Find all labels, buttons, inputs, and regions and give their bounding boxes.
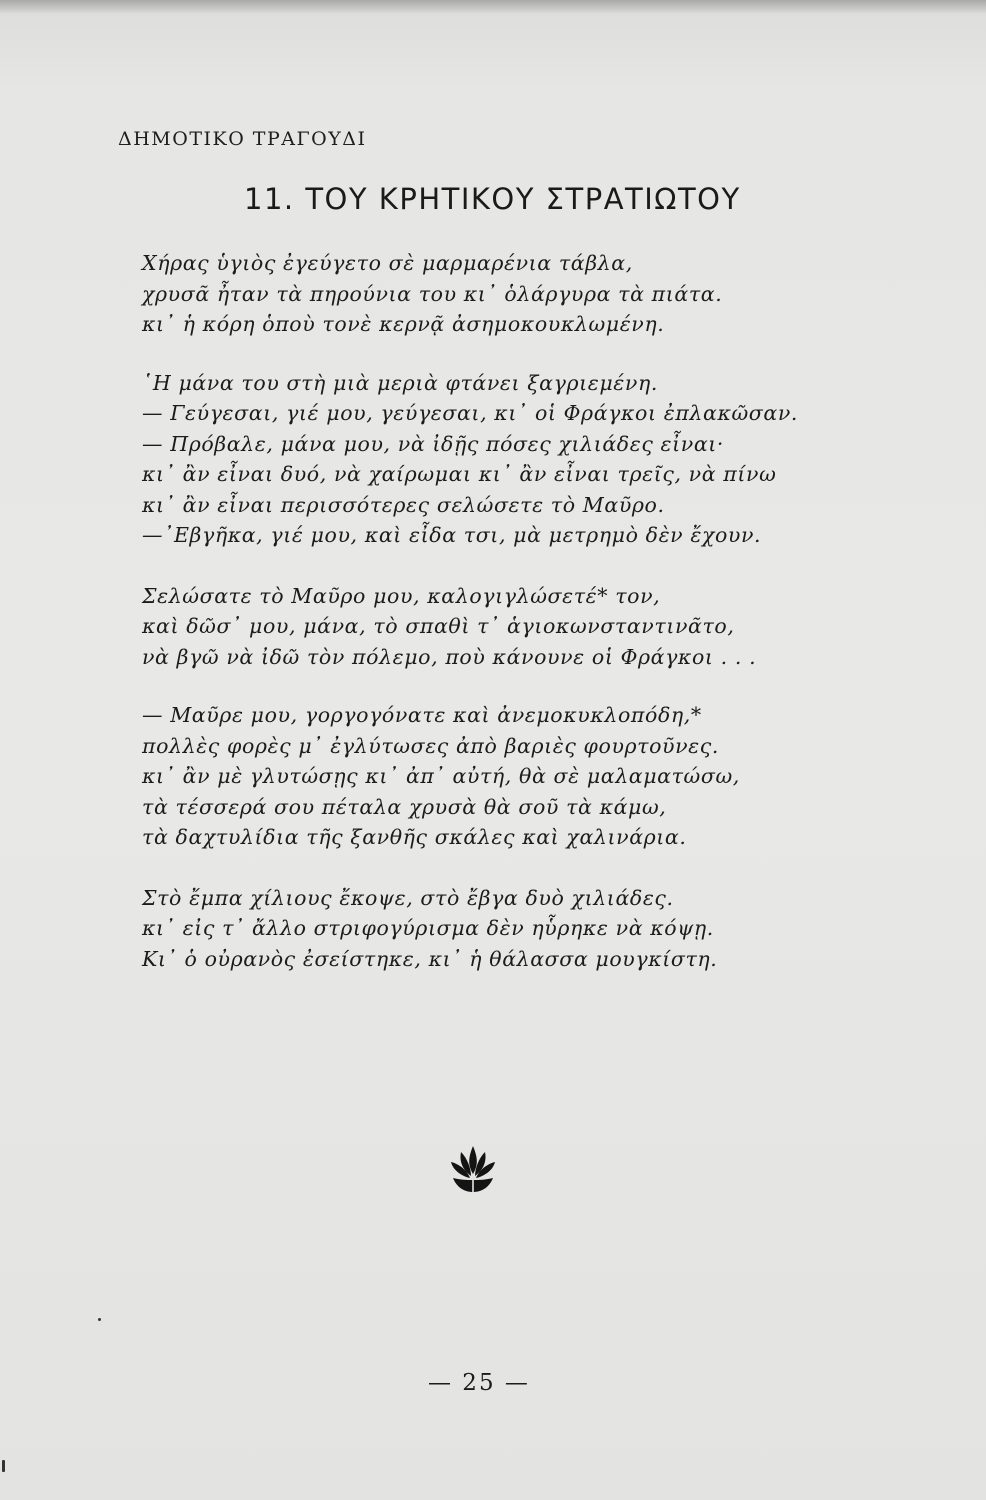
poem-line: πολλὲς φορὲς μ᾽ ἐγλύτωσες ἀπὸ βαριὲς φουρτοῦνες. [142,733,719,758]
lotus-flame-ornament-icon [443,1138,503,1198]
poem-line: — Μαῦρε μου, γοργογόνατε καὶ ἀνεμοκυκλοπόδη,* [142,703,702,727]
poem-line: κι᾽ ἂν εἶναι δυό, νὰ χαίρωμαι κι᾽ ἂν εἶναι τρεῖς, νὰ πίνω [142,462,777,486]
poem-line: — Πρόβαλε, μάνα μου, νὰ ἰδῇς πόσες χιλιάδες εἶναι· [142,431,725,456]
stanza [142,700,862,853]
paper-speck [98,1318,101,1321]
section-label: ΔΗΜΟΤΙΚΟ ΤΡΑΓΟΥΔΙ [118,128,367,150]
poem-line: —᾿Εβγῆκα, γιέ μου, καὶ εἶδα τσι, μὰ μετρημὸ δὲν ἔχουν. [142,523,762,547]
page-edge-shadow [0,0,986,14]
page-number: — 25 — [428,1370,530,1396]
poem-body [142,248,862,1002]
poem-line: Κι᾽ ὁ οὐρανὸς ἐσείστηκε, κι᾽ ἡ θάλασσα μουγκίστη. [142,946,718,971]
poem-line: — Γεύγεσαι, γιέ μου, γεύγεσαι, κι᾽ οἱ Φράγκοι ἐπλακῶσαν. [142,401,799,425]
poem-line: χρυσᾶ ἦταν τὰ πηρούνια του κι᾽ ὁλάργυρα τὰ πιάτα. [142,281,723,306]
poem-line: καὶ δῶσ᾽ μου, μάνα, τὸ σπαθὶ τ᾽ ἁγιοκωνσταντινᾶτο, [142,614,735,638]
poem-line: νὰ βγῶ νὰ ἰδῶ τὸν πόλεμο, ποὺ κάνουνε οἱ Φράγκοι . . . [142,644,757,669]
stanza [142,248,862,340]
poem-line: Στὸ ἔμπα χίλιους ἔκοψε, στὸ ἔβγα δυὸ χιλιάδες. [142,885,674,910]
poem-line: Χήρας ὑγιὸς ἐγεύγετο σὲ μαρμαρένια τάβλα, [142,251,633,275]
paper-speck [2,1460,5,1472]
poem-line: κι᾽ ἡ κόρη ὁποὺ τονὲ κερνᾷ ἀσημοκουκλωμένη. [142,312,665,336]
poem-line: τὰ τέσσερά σου πέταλα χρυσὰ θὰ σοῦ τὰ κάμω, [142,794,667,819]
poem-line: κι᾽ ἂν εἶναι περισσότερες σελώσετε τὸ Μαῦρο. [142,492,665,517]
poem-line: κι᾽ εἰς τ᾽ ἄλλο στριφογύρισμα δὲν ηὗρηκε νὰ κόψῃ. [142,916,714,940]
poem-line: κι᾽ ἂν μὲ γλυτώσῃς κι᾽ ἀπ᾽ αὐτή, θὰ σὲ μαλαματώσω, [142,764,740,788]
poem-line: Σελώσατε τὸ Μαῦρο μου, καλογιγλώσετέ* τον, [142,583,661,608]
poem-title: 11. ΤΟΥ ΚΡΗΤΙΚΟΥ ΣΤΡΑΤΙΩΤΟΥ [244,182,741,216]
poem-line: τὰ δαχτυλίδια τῆς ξανθῆς σκάλες καὶ χαλινάρια. [142,825,687,849]
stanza [142,883,862,975]
stanza [142,581,862,673]
stanza [142,368,862,551]
poem-line: ῾Η μάνα του στὴ μιὰ μεριὰ φτάνει ξαγριεμένη. [142,370,658,395]
